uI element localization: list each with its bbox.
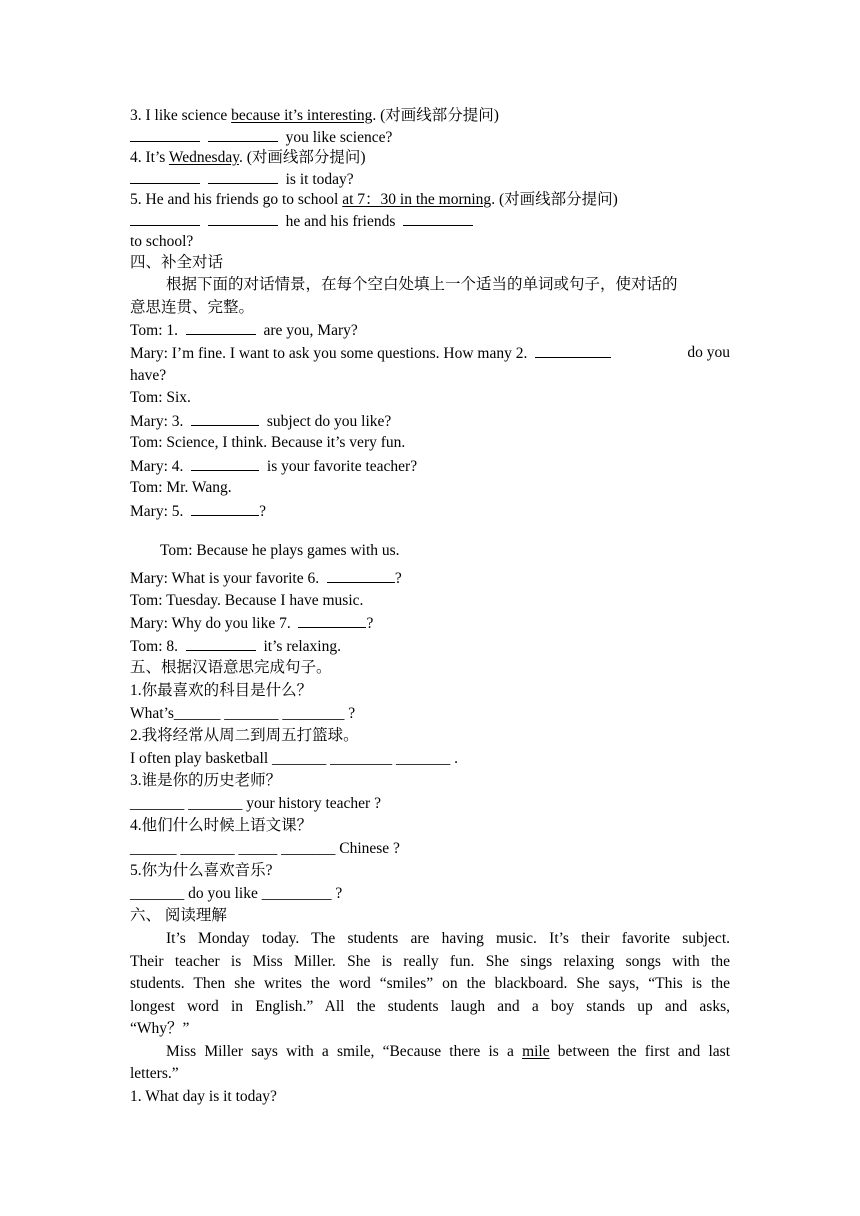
section-4-instruction-cont: 意思连贯、完整。 — [130, 299, 255, 316]
answer-line-3: you like science? — [130, 127, 730, 148]
question-5: 5. He and his friends go to school at 7：30 in the morning. (对画线部分提问) — [130, 191, 618, 208]
blank[interactable] — [535, 343, 611, 358]
blank[interactable] — [186, 320, 256, 335]
section-4-heading: 四、补全对话 — [130, 254, 224, 271]
blank[interactable] — [208, 127, 278, 142]
blank[interactable] — [130, 169, 200, 184]
blank[interactable] — [191, 456, 259, 471]
underlined-word: mile — [522, 1043, 550, 1060]
translation-prompt: 3.谁是你的历史老师？ — [130, 772, 282, 789]
reading-line: It’s Monday today. The students are having music. It’s their favorite subject. — [166, 930, 730, 947]
question-4: 4. It’s Wednesday. (对画线部分提问) — [130, 149, 366, 166]
dialog-line: Tom: Because he plays games with us. — [160, 542, 400, 559]
translation-answer[interactable]: What’s______ _______ ________ ? — [130, 705, 356, 722]
dialog-line: Mary: Why do you like 7. ? — [130, 615, 374, 632]
reading-line: Miss Miller says with a smile, “Because there is a mile between the first and last — [166, 1043, 730, 1060]
blank[interactable] — [208, 211, 278, 226]
translation-answer[interactable]: _______ do you like _________ ? — [130, 885, 343, 902]
underlined-phrase: Wednesday — [168, 149, 239, 166]
answer-line-5: he and his friends — [130, 211, 730, 232]
reading-question: 1. What day is it today? — [130, 1088, 277, 1105]
underlined-phrase: at 7：30 in the morning — [342, 191, 492, 208]
translation-answer[interactable]: _______ _______ your history teacher ? — [130, 795, 381, 812]
answer-line-4: is it today? — [130, 169, 730, 190]
translation-answer[interactable]: ______ _______ _____ _______ Chinese ? — [130, 840, 400, 857]
dialog-line: Tom: Mr. Wang. — [130, 479, 232, 496]
section-5-heading: 五、根据汉语意思完成句子。 — [130, 659, 332, 676]
question-3: 3. I like science because it’s interesting. (对画线部分提问) — [130, 107, 499, 124]
blank[interactable] — [327, 568, 395, 583]
translation-answer[interactable]: I often play basketball _______ ________ _______ . — [130, 750, 459, 767]
dialog-line: Mary: 4. is your favorite teacher? — [130, 458, 418, 475]
dialog-line: Tom: Science, I think. Because it’s very fun. — [130, 434, 406, 451]
dialog-line: Mary: 3. subject do you like? — [130, 413, 392, 430]
blank[interactable] — [191, 501, 259, 516]
blank[interactable] — [403, 211, 473, 226]
reading-line: students. Then she writes the word “smiles” on the blackboard. She says, “This is the — [130, 975, 730, 992]
section-4-instruction: 根据下面的对话情景，在每个空白处填上一个适当的单词或句子，使对话的 — [166, 276, 678, 293]
blank[interactable] — [191, 411, 259, 426]
reading-line: Their teacher is Miss Miller. She is really fun. She sings relaxing songs with the — [130, 953, 730, 970]
translation-prompt: 4.他们什么时候上语文课？ — [130, 817, 313, 834]
reading-line: letters.” — [130, 1065, 179, 1082]
blank[interactable] — [298, 613, 366, 628]
blank[interactable] — [186, 636, 256, 651]
dialog-line: Tom: 1. are you, Mary? — [130, 322, 358, 339]
dialog-line: have? — [130, 367, 167, 384]
reading-line: “Why？” — [130, 1020, 190, 1037]
translation-prompt: 1.你最喜欢的科目是什么？ — [130, 682, 313, 699]
dialog-line: Tom: Tuesday. Because I have music. — [130, 592, 364, 609]
dialog-line: Mary: What is your favorite 6. ? — [130, 570, 402, 587]
blank[interactable] — [208, 169, 278, 184]
section-6-heading: 六、 阅读理解 — [130, 907, 227, 924]
dialog-line: Mary: 5. ? — [130, 503, 267, 520]
answer-line-5-cont: to school? — [130, 233, 194, 250]
translation-prompt: 5.你为什么喜欢音乐? — [130, 862, 273, 879]
reading-line: longest word in English.” All the students laugh and a boy stands up and asks, — [130, 998, 730, 1015]
blank[interactable] — [130, 127, 200, 142]
translation-prompt: 2.我将经常从周二到周五打篮球。 — [130, 727, 359, 744]
underlined-phrase: because it’s interesting — [231, 107, 373, 124]
dialog-line: Mary: I’m fine. I want to ask you some questions. How many 2. do you — [130, 344, 730, 362]
dialog-line: Tom: 8. it’s relaxing. — [130, 638, 341, 655]
blank[interactable] — [130, 211, 200, 226]
dialog-line: Tom: Six. — [130, 389, 191, 406]
